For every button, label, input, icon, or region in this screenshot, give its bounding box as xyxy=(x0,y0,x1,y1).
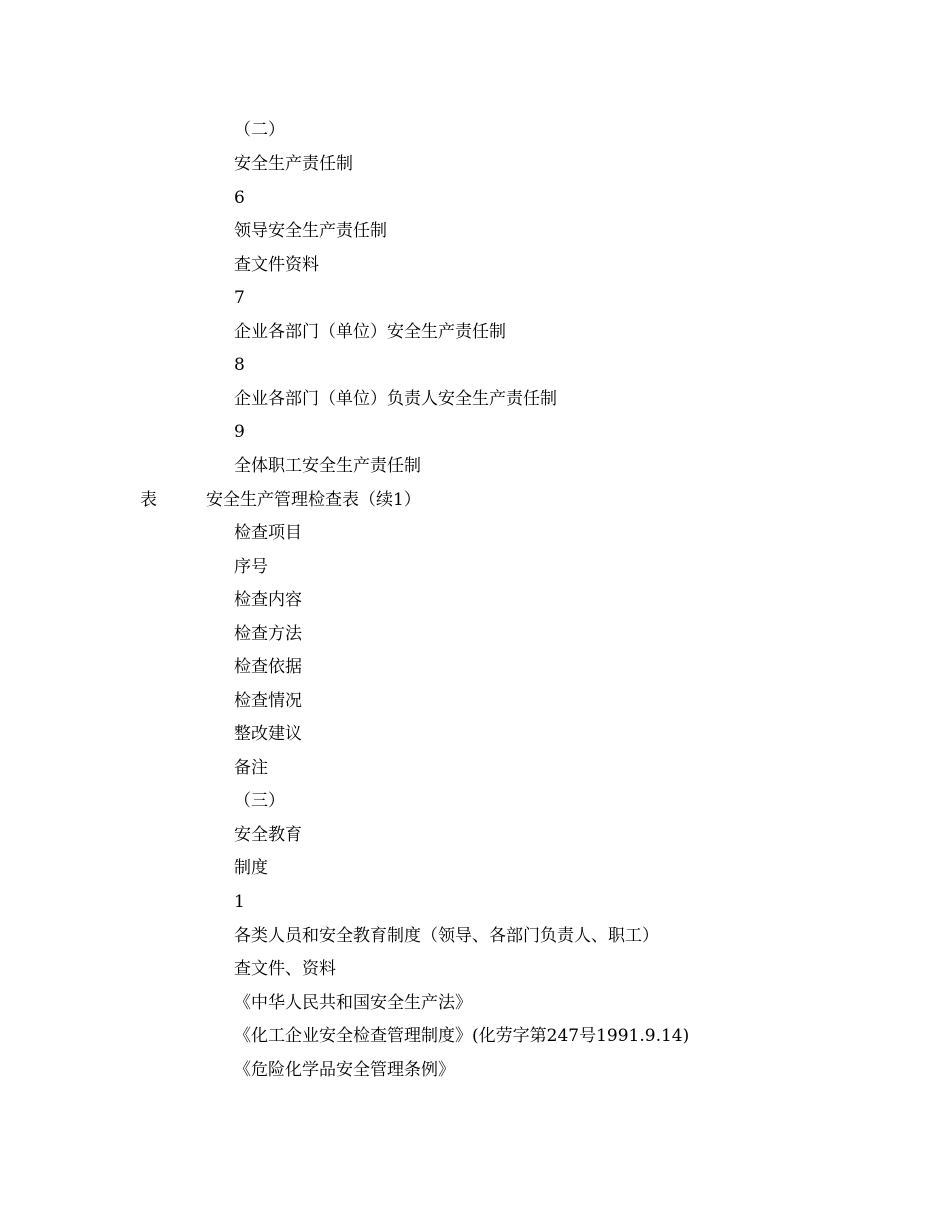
section-title: 安全教育 xyxy=(234,825,302,845)
item-content: 领导安全生产责任制 xyxy=(234,221,387,241)
reference-document: 《中华人民共和国安全生产法》 xyxy=(234,993,472,1013)
item-method: 查文件资料 xyxy=(234,255,319,275)
item-content: 各类人员和安全教育制度（领导、各部门负责人、职工） xyxy=(234,926,659,946)
table-caption-title: 安全生产管理检查表（续1） xyxy=(206,490,421,510)
column-header-remarks: 备注 xyxy=(234,758,268,778)
item-content: 全体职工安全生产责任制 xyxy=(234,456,421,476)
reference-document: 《化工企业安全检查管理制度》(化劳字第247号1991.9.14) xyxy=(234,1026,690,1046)
table-caption-prefix: 表 xyxy=(140,490,157,510)
item-content: 企业各部门（单位）负责人安全生产责任制 xyxy=(234,389,557,409)
item-method: 查文件、资料 xyxy=(234,959,336,979)
section-number-2: （二） xyxy=(234,120,285,140)
item-number: 6 xyxy=(234,188,245,208)
subsection-title: 制度 xyxy=(234,858,268,878)
item-content: 企业各部门（单位）安全生产责任制 xyxy=(234,322,506,342)
column-header-serial-number: 序号 xyxy=(234,557,268,577)
item-number: 7 xyxy=(234,288,245,308)
reference-document: 《危险化学品安全管理条例》 xyxy=(234,1060,455,1080)
column-header-check-status: 检查情况 xyxy=(234,691,302,711)
section-number-3: （三） xyxy=(234,791,285,811)
section-title: 安全生产责任制 xyxy=(234,154,353,174)
column-header-check-basis: 检查依据 xyxy=(234,657,302,677)
item-number: 1 xyxy=(234,892,245,912)
column-header-rectification: 整改建议 xyxy=(234,724,302,744)
item-number: 9 xyxy=(234,422,245,442)
column-header-check-method: 检查方法 xyxy=(234,624,302,644)
column-header-check-content: 检查内容 xyxy=(234,590,302,610)
column-header-check-item: 检查项目 xyxy=(234,523,302,543)
item-number: 8 xyxy=(234,355,245,375)
